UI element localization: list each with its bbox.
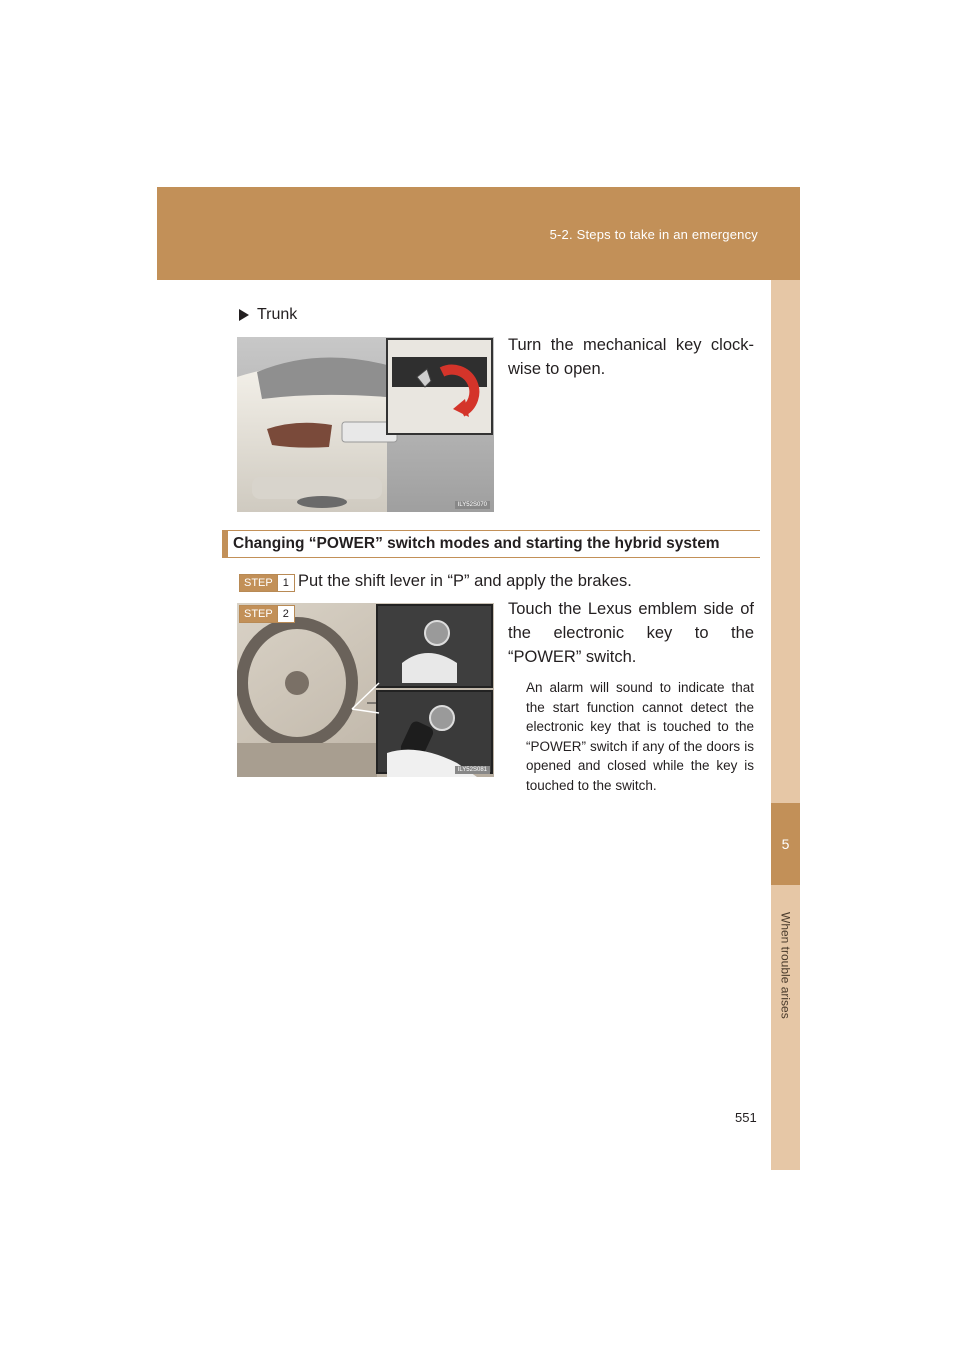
trunk-subheading [239,306,297,324]
chapter-label: When trouble arises [778,911,793,1019]
trunk-figure [237,337,494,512]
trunk-illustration [237,337,494,512]
trunk-heading: Trunk [257,306,298,323]
power-switch-figure [237,603,494,777]
page-number: 551 [735,1110,757,1125]
power-switch-illustration [237,603,494,777]
section-heading-bar [222,530,760,558]
header-section-title: 5-2. Steps to take in an emergency [549,227,758,242]
power-switch-figure-code: ILY52S081 [455,766,490,774]
chapter-label-wrapper [771,890,800,1040]
step-1-text: Put the shift lever in “P” and apply the brakes. [298,572,632,590]
chapter-number: 5 [771,803,800,885]
step-2-note: An alarm will sound to indicate that the start function cannot detect the electronic key that is touched to the “POWER” switch if any of the doors is opened and closed while the key is touched to the switch. [526,680,754,793]
step-1-label: STEP [240,575,277,591]
header-band [157,187,800,280]
chapter-side-tab [771,280,800,1170]
step-2-label: STEP [240,606,277,622]
step-1-badge [239,574,295,592]
trunk-figure-code: ILY52S070 [455,501,490,509]
step-1-number: 1 [277,575,294,591]
triangle-bullet-icon [239,309,249,321]
trunk-instruction: Turn the mechanical key clock-wise to open. [508,336,754,378]
step-2-text: Touch the Lexus emblem side of the electronic key to the “POWER” switch. [508,600,754,666]
step-2-badge [239,605,295,623]
section-heading-marker [222,531,228,557]
step-2-number: 2 [277,606,294,622]
section-title: Changing “POWER” switch modes and starting the hybrid system [233,535,720,552]
